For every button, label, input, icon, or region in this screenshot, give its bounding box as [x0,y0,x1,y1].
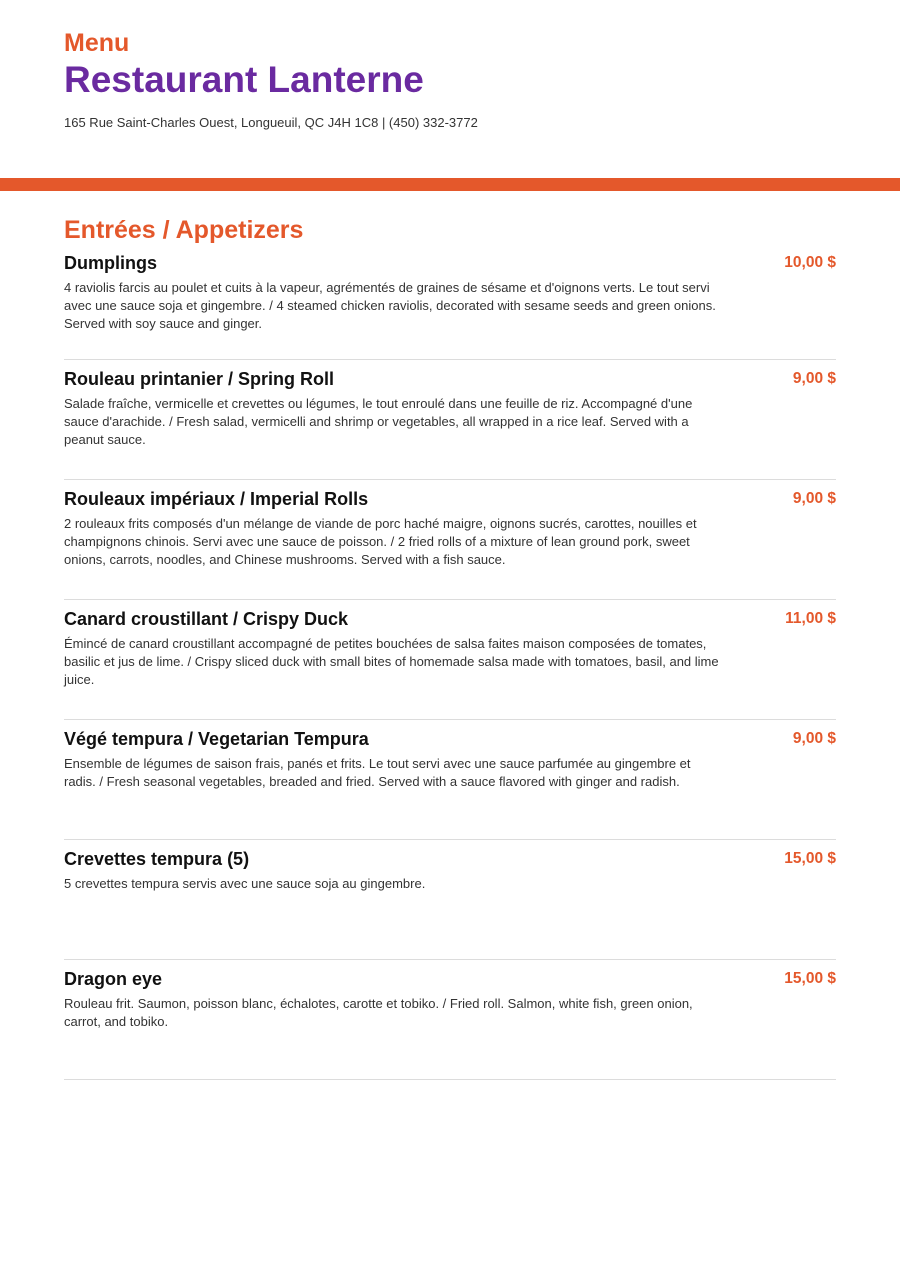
menu-item-name: Dumplings [64,253,157,273]
menu-item [64,360,836,480]
menu-item-price: 15,00 $ [784,970,836,987]
menu-item-description: Rouleau frit. Saumon, poisson blanc, échalotes, carotte et tobiko. / Fried roll. Salmon, white fish, green onion, carrot, and tobiko. [64,996,693,1029]
menu-label: Menu [64,29,130,57]
menu-item-name: Crevettes tempura (5) [64,849,250,869]
menu-item-price: 11,00 $ [785,610,836,627]
menu-item [64,960,836,1080]
menu-item-price: 15,00 $ [784,850,836,867]
menu-item-price: 9,00 $ [792,490,836,507]
menu-item-description: Émincé de canard croustillant accompagné de petites bouchées de salsa faites maison composées de tomates, basilic et jus de lime. / Crispy sliced duck with small bites of homemade salsa made with tomatoes, basil, and lime juice. [64,636,719,687]
menu-item [64,600,836,720]
menu-header [64,28,836,132]
menu-section-appetizers [64,214,836,1080]
menu-item-price: 9,00 $ [792,370,836,387]
menu-item-name: Rouleaux impériaux / Imperial Rolls [64,489,369,509]
menu-item-description: 2 rouleaux frits composés d'un mélange de viande de porc haché maigre, oignons sucrés, carottes, nouilles et champignons chinois. Servi avec une sauce de poisson. / 2 fried rolls of a mixture of lean ground pork, sweet onions, carrots, noodles, and Chinese mushrooms. Served with a fish sauce. [64,516,697,567]
menu-item-description: Salade fraîche, vermicelle et crevettes ou légumes, le tout enroulé dans une feuille de riz. Accompagné d'une sauce d'arachide. / Fresh salad, vermicelli and shrimp or vegetables, all wrapped in a rice leaf. Served with a peanut sauce. [64,396,693,447]
menu-item-price: 10,00 $ [784,254,836,271]
restaurant-address: 165 Rue Saint-Charles Ouest, Longueuil, QC J4H 1C8 | (450) 332-3772 [64,115,478,130]
menu-item-name: Rouleau printanier / Spring Roll [64,369,335,389]
menu-item-price: 9,00 $ [792,730,836,747]
menu-item [64,840,836,960]
menu-item-description: Ensemble de légumes de saison frais, panés et frits. Le tout servi avec une sauce parfumée au gingembre et radis. / Fresh seasonal vegetables, breaded and fried. Served with a sauce flavored with ginger and radish. [64,756,691,789]
section-title: Entrées / Appetizers [64,216,304,244]
menu-item-name: Végé tempura / Vegetarian Tempura [64,729,369,749]
menu-item [64,480,836,600]
menu-item-description: 4 raviolis farcis au poulet et cuits à la vapeur, agrémentés de graines de sésame et d'oignons verts. Le tout servi avec une sauce soja et gingembre. / 4 steamed chicken raviolis, decorated with sesame seeds and green onions. Served with soy sauce and ginger. [64,280,716,331]
menu-item-description: 5 crevettes tempura servis avec une sauce soja au gingembre. [64,876,426,891]
menu-item [64,250,836,360]
restaurant-name: Restaurant Lanterne [64,59,424,100]
accent-divider-bar [0,178,900,191]
menu-item [64,720,836,840]
menu-item-name: Dragon eye [64,969,163,989]
menu-item-name: Canard croustillant / Crispy Duck [64,609,349,629]
